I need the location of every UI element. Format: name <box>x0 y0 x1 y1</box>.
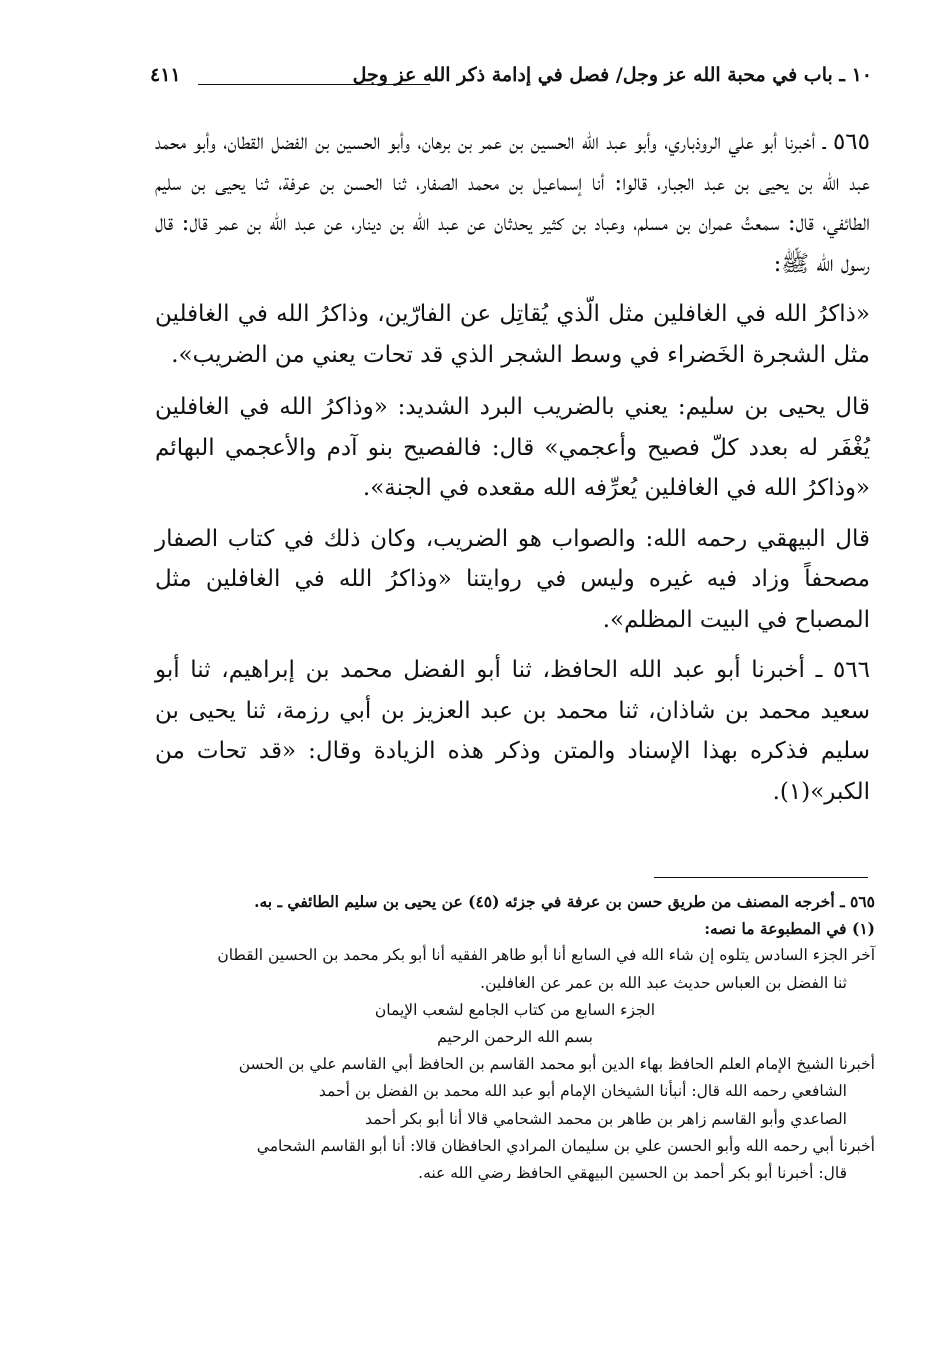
footnote-565: ٥٦٥ ـ أخرجه المصنف من طريق حسن بن عرفة في جزئه (٤٥) عن يحيى بن سليم الطائفي ـ به. <box>254 892 875 911</box>
footnotes <box>155 888 875 1187</box>
paragraph-hadith-text: «ذاكرُ الله في الغافلين مثل الّذي يُقاتِل عن الفارّين، وذاكرُ الله في الغافلين مثل الشجرة الخَضراء في وسط الشجر الذي قد تحات يعني من الضريب». <box>155 301 870 368</box>
running-header <box>150 58 872 98</box>
paragraph-bayhaqi-commentary: قال البيهقي رحمه الله: والصواب هو الضريب، وكان ذلك في كتاب الصفار مصحفاً وزاد فيه غيره وليس في روايتنا «وذاكرُ الله في الغافلين مثل المصباح في البيت المظلم». <box>155 525 870 633</box>
header-rule <box>198 84 430 85</box>
footnote-line: الجزء السابع من كتاب الجامع لشعب الإيمان <box>374 1000 656 1019</box>
footnote-line: آخر الجزء السادس يتلوه إن شاء الله في السابع أنا أبو طاهر الفقيه أنا أبو بكر محمد بن الحسين القطان <box>217 946 875 965</box>
footnote-line: أخبرنا أبي رحمه الله وأبو الحسن علي بن سليمان المرادي الحافظان قالا: أنا أبو القاسم الشحامي <box>256 1136 875 1155</box>
paragraph-566-isnad: ٥٦٦ ـ أخبرنا أبو عبد الله الحافظ، ثنا أبو الفضل محمد بن إبراهيم، ثنا أبو سعيد محمد بن شاذان، ثنا محمد بن عبد العزيز بن أبي رزمة، ثنا يحيى بن سليم فذكره بهذا الإسناد والمتن وذكر هذه الزيادة وقال: «قد تحات من الكبر»(١). <box>155 657 870 805</box>
paragraph-yahya-commentary: قال يحيى بن سليم: يعني بالضريب البرد الشديد: «وذاكرُ الله في الغافلين يُغْفَر له بعدد كلّ فصيح وأعجمي» قال: فالفصيح بنو آدم والأعجمي البهائم «وذاكرُ الله في الغافلين يُعرِّفه الله مقعده في الجنة». <box>155 394 870 501</box>
footnote-line: ثنا الفضل بن العباس حديث عبد الله بن عمر عن الغافلين. <box>480 973 847 992</box>
footnote-separator <box>654 877 868 878</box>
footnote-line: الصاعدي وأبو القاسم زاهر بن طاهر بن محمد الشحامي قالا أنا أبو بكر أحمد <box>365 1109 847 1128</box>
footnote-line: أخبرنا الشيخ الإمام العلم الحافظ بهاء الدين أبو محمد القاسم بن الحافظ أبي القاسم علي بن الحسن <box>238 1055 875 1074</box>
page-number: ٤١١ <box>150 64 181 86</box>
footnote-line: الشافعي رحمه الله قال: أنبأنا الشيخان الإمام أبو عبد الله محمد بن الفضل بن أحمد <box>318 1082 847 1101</box>
header-title: ١٠ ـ باب في محبة الله عز وجل/ فصل في إدامة ذكر الله عز وجل <box>352 64 872 86</box>
footnote-line: قال: أخبرنا أبو بكر أحمد بن الحسين البيهقي الحافظ رضي الله عنه. <box>418 1164 847 1183</box>
main-text <box>155 122 870 822</box>
footnote-1: (١) في المطبوعة ما نصه: <box>704 919 875 939</box>
paragraph-565-isnad: ٥٦٥ ـ أخبرنا أبو علي الروذباري، وأبو عبد الله الحسين بن عمر بن برهان، وأبو الحسين بن الفضل القطان، وأبو محمد عبد الله بن يحيى بن عبد الجبار، قالوا: أنا إسماعيل بن محمد الصفار، ثنا الحسن بن عرفة، ثنا يحيى بن سليم الطائفي، قال: سمعتُ عمران بن مسلم، وعباد بن كثير يحدثان عن عبد الله بن دينار، عن عبد الله بن عمر قال: قال رسول الله ﷺ: <box>155 129 870 277</box>
footnote-basmala: بسم الله الرحمن الرحيم <box>437 1028 593 1047</box>
